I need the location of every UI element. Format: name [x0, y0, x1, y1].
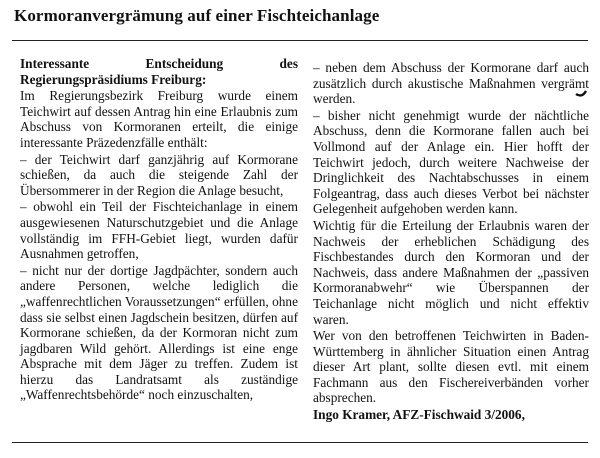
article-byline: Ingo Kramer, AFZ-Fischwaid 3/2006, [313, 407, 525, 423]
left-column [20, 56, 298, 442]
right-column [313, 60, 589, 446]
paragraph-acoustic: – neben dem Abschuss der Kormorane darf auch zusätzlich durch akustische Maßnahmen vergrämt werden. [313, 60, 589, 107]
scan-artifact-mark [574, 85, 588, 99]
paragraph-year-round: – der Teichwirt darf ganzjährig auf Kormorane schießen, da auch die steigende Zahl der Übersommerer in der Region die Anlage besucht, [20, 151, 298, 198]
paragraph-nature-reserve: – obwohl ein Teil der Fischteichanlage in einem ausgewiesenen Naturschutzgebiet und die Anlage vollständig im FFH-Gebiet liegt, wurden dafür Ausnahmen getroffen, [20, 199, 298, 262]
bottom-rule [12, 442, 588, 443]
article-subheading: Interessante Entscheidung des Regierungspräsidiums Freiburg: [20, 56, 298, 87]
top-rule [12, 40, 588, 41]
paragraph-intro: Im Regierungsbezirk Freiburg wurde einem Teichwirt auf dessen Antrag hin eine Erlaubnis zum Abschuss von Kormoranen erteilt, die einige interessante Präzedenzfälle enthält: [20, 88, 298, 150]
paragraph-important: Wichtig für die Erteilung der Erlaubnis waren der Nachweis der erheblichen Schädigung des Fischbestandes durch den Kormoran und der Nachweis, dass andere Maßnahmen der „passiven Kormoranabwehr“ wie Überspannen der Teichanlage nicht möglich und nicht effektiv waren. [313, 217, 589, 327]
paragraph-night-shooting: – bisher nicht genehmigt wurde der nächtliche Abschuss, denn die Kormorane fallen auch bei Vollmond auf der Anlage ein. Hier hofft der Teichwirt jedoch, durch weitere Nachweise der Dringlichkeit des Nachtabschusses in einem Folgeantrag, dass auch dieses Verbot bei nächster Gelegenheit aufgehoben werden kann. [313, 107, 589, 217]
paragraph-other-persons: – nicht nur der dortige Jagdpächter, sondern auch andere Personen, welche lediglich die „waffenrechtlichen Voraussetzungen“ erfüllen, ohne dass sie selbst einen Jagdschein besitzen, dürfen auf Kormorane schießen, da der Kormoran nicht zum jagdbaren Wild gehört. Allerdings ist eine enge Absprache mit dem Jäger zu treffen. Zudem ist hierzu das Landratsamt als zuständige „Waffenrechtsbehörde“ noch einzuschalten, [20, 262, 298, 403]
paragraph-advice: Wer von den betroffenen Teichwirten in Baden-Württemberg in ähnlicher Situation einen Antrag dieser Art plant, sollte diesen evtl. mit einem Fachmann aus den Fischereiverbänden vorher absprechen. [313, 328, 589, 406]
article-title: Kormoranvergrämung auf einer Fischteichanlage [14, 6, 380, 25]
